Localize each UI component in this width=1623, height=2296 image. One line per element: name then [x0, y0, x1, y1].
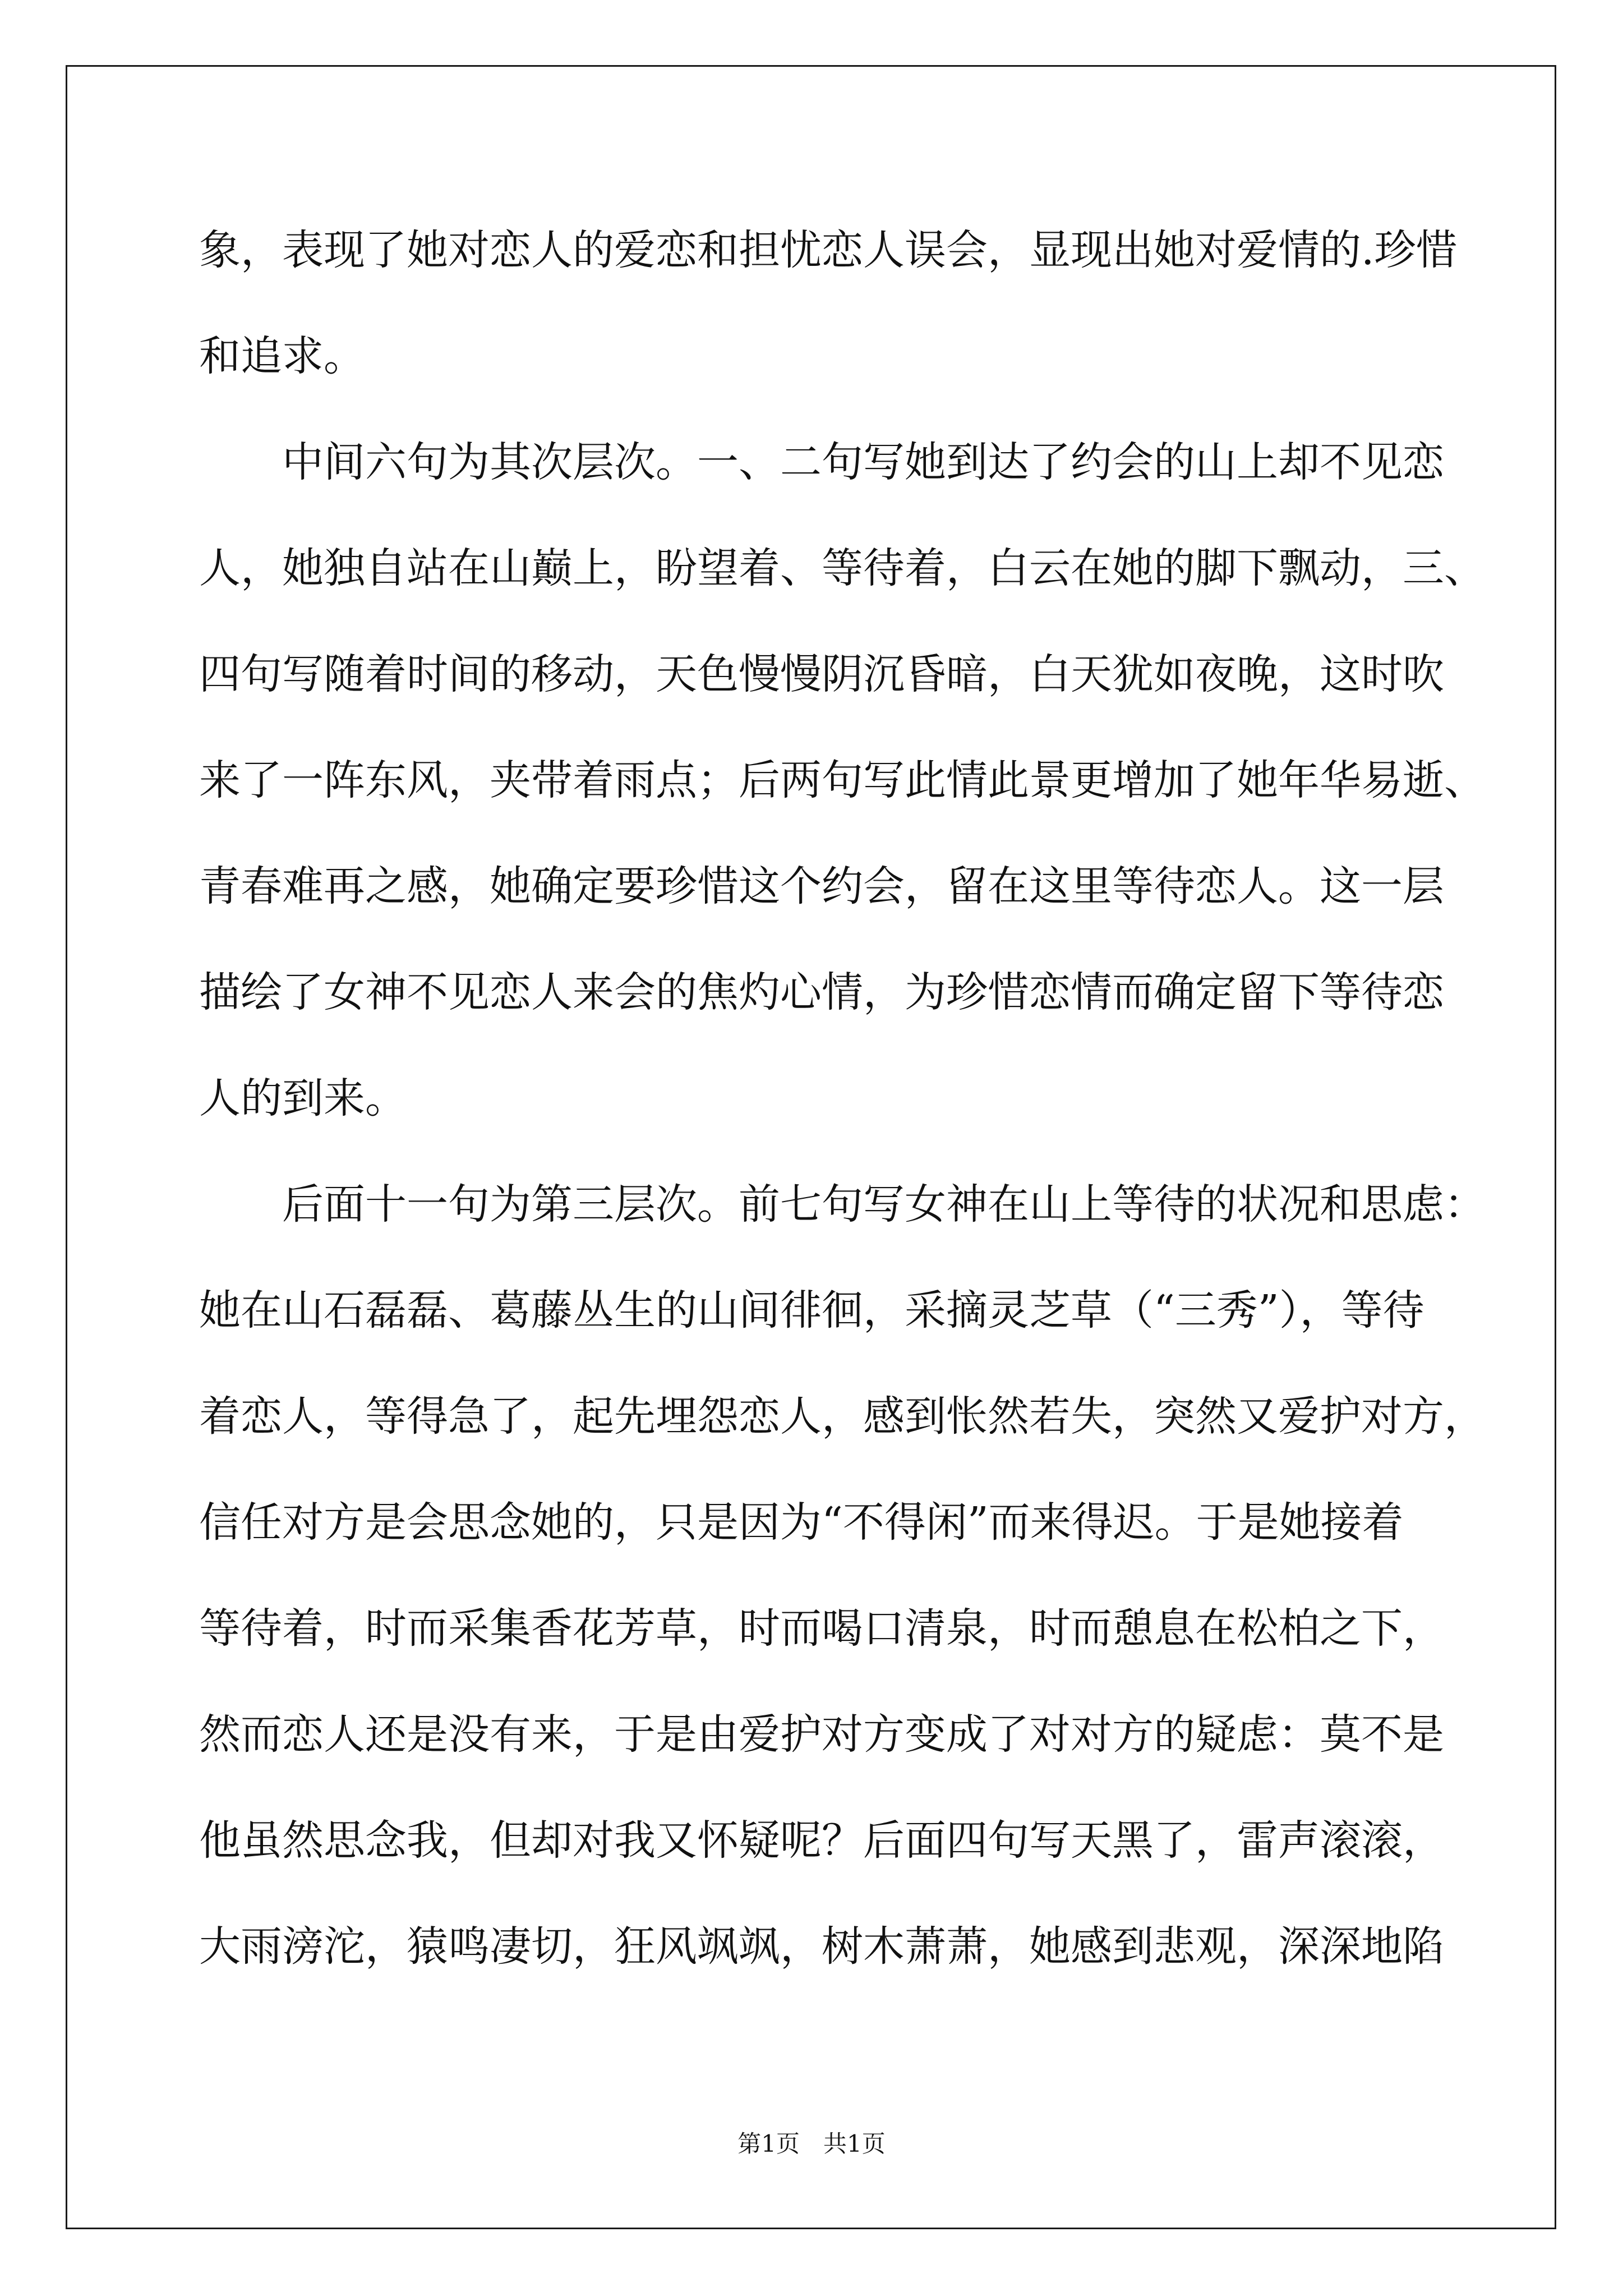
text-line: 青春难再之感，她确定要珍惜这个约会，留在这里等待恋人。这一层 [199, 862, 1444, 910]
text-line: 着恋人，等得急了，起先埋怨恋人，感到怅然若失，突然又爱护对方， [199, 1392, 1486, 1441]
text-line: 象，表现了她对恋人的爱恋和担忧恋人误会，显现出她对爱情的.珍惜 [199, 226, 1458, 274]
page-footer: 第1页 共1页 [737, 2130, 886, 2157]
text-line: 来了一阵东风，夹带着雨点；后两句写此情此景更增加了她年华易逝、 [199, 756, 1486, 804]
text-line: 等待着，时而采集香花芳草，时而喝口清泉，时而憩息在松柏之下， [199, 1604, 1444, 1653]
text-line: 和追求。 [199, 332, 365, 380]
text-line: 中间六句为其次层次。一、二句写她到达了约会的山上却不见恋 [199, 438, 1444, 486]
text-line: 她在山石磊磊、葛藤丛生的山间徘徊，采摘灵芝草（“三秀”），等待 [199, 1286, 1424, 1335]
text-line: 人，她独自站在山巅上，盼望着、等待着，白云在她的脚下飘动，三、 [199, 544, 1486, 592]
text-line: 他虽然思念我，但却对我又怀疑呢？后面四句写天黑了，雷声滚滚， [199, 1816, 1444, 1865]
text-line: 大雨滂沱，猿鸣凄切，狂风飒飒，树木萧萧，她感到悲观，深深地陷 [199, 1922, 1444, 1971]
text-line: 后面十一句为第三层次。前七句写女神在山上等待的状况和思虑： [199, 1180, 1486, 1228]
text-line: 描绘了女神不见恋人来会的焦灼心情，为珍惜恋情而确定留下等待恋 [199, 968, 1444, 1016]
text-line: 然而恋人还是没有来，于是由爱护对方变成了对对方的疑虑：莫不是 [199, 1710, 1444, 1759]
text-line: 人的到来。 [199, 1074, 407, 1122]
text-line: 信任对方是会思念她的，只是因为“不得闲”而来得迟。于是她接着 [199, 1498, 1404, 1547]
body-text [199, 224, 1486, 2026]
text-line: 四句写随着时间的移动，天色慢慢阴沉昏暗，白天犹如夜晚，这时吹 [199, 650, 1444, 698]
